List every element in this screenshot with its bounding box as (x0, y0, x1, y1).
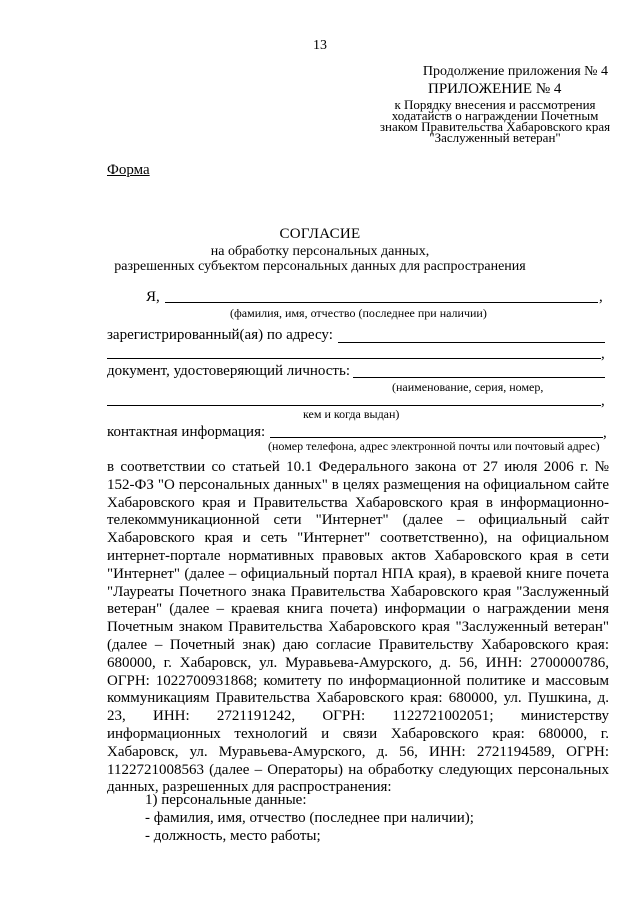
document-comma: , (601, 393, 605, 409)
document-hint: (наименование, серия, номер, (392, 380, 544, 394)
consent-subtitle-line: разрешенных субъектом персональных данных для распространения (114, 259, 526, 274)
appendix-note-line: "Заслуженный ветеран" (429, 130, 561, 145)
fio-hint: (фамилия, имя, отчество (последнее при наличии) (230, 306, 487, 320)
contact-label: контактная информация: (107, 424, 266, 440)
document-field-line[interactable] (353, 377, 605, 378)
consent-title: СОГЛАСИЕ (279, 226, 361, 242)
page-number: 13 (313, 38, 327, 53)
appendix-continuation: Продолжение приложения № 4 (422, 64, 608, 79)
contact-field-line[interactable] (270, 437, 603, 438)
list-item: - должность, место работы; (145, 828, 321, 844)
list-item: 1) персональные данные: (145, 792, 307, 808)
address-label: зарегистрированный(ая) по адресу: (107, 327, 333, 343)
consent-body-text (107, 459, 609, 797)
issued-hint: кем и когда выдан) (303, 407, 400, 421)
address-field-line-2[interactable] (107, 358, 601, 359)
appendix-note-line: к Порядку внесения и рассмотрения (394, 97, 596, 112)
appendix-note (370, 99, 620, 143)
document-label: документ, удостоверяющий личность: (107, 363, 350, 379)
appendix-title: ПРИЛОЖЕНИЕ № 4 (428, 81, 562, 97)
form-label: Форма (107, 162, 150, 178)
contact-comma: , (603, 425, 607, 441)
consent-subtitle (0, 244, 640, 274)
document-field-line-2[interactable] (107, 405, 601, 406)
address-comma: , (601, 346, 605, 362)
fio-comma: , (599, 289, 603, 305)
address-field-line[interactable] (338, 342, 605, 343)
appendix-note-line: знаком Правительства Хабаровского края (379, 119, 611, 134)
consent-body-paragraph: в соответствии со статьей 10.1 Федерального закона от 27 июля 2006 г. № 152-ФЗ "О персональных данных" в целях размещения на официальном сайте Хабаровского края и Правительства Хабаровского края в информационно-телекоммуникационной сети "Интернет" (далее – официальный сайт Хабаровского края и сеть "Интернет" соответственно), на официальном интернет-портале нормативных правовых актов Хабаровского края в сети "Интернет" (далее – официальный портал НПА края), в краевой книге почета "Лауреаты Почетного знака Правительства Хабаровского края "Заслуженный ветеран" (далее – краевая книга почета) информации о награждении меня Почетным знаком Правительства Хабаровского края "Заслуженный ветеран" (далее – Почетный знак) даю согласие Правительству Хабаровского края: 680000, г. Хабаровск, ул. Муравьева-Амурского, д. 56, ИНН: 2700000786, ОГРН: 1022700931868; комитету по информационной политике и массовым коммуникациям Правительства Хабаровского края: 680000, ул. Пушкина, д. 23, ИНН: 2721191242, ОГРН: 1122721002051; министерству информационных технологий и связи Хабаровского края: 680000, г. Хабаровск, ул. Муравьева-Амурского, д. 56, ИНН: 2721194589, ОГРН: 1122721008563 (далее – Операторы) на обработку следующих персональных данных, разрешенных для распространения: (107, 459, 609, 796)
contact-hint: (номер телефона, адрес электронной почты или почтовый адрес) (268, 439, 600, 453)
list-item: - фамилия, имя, отчество (последнее при наличии); (145, 810, 474, 826)
consent-subtitle-line: на обработку персональных данных, (210, 244, 430, 259)
appendix-note-line: ходатайств о награждении Почетным (391, 108, 599, 123)
i-label: Я, (146, 289, 160, 305)
fio-field-line[interactable] (165, 302, 598, 303)
